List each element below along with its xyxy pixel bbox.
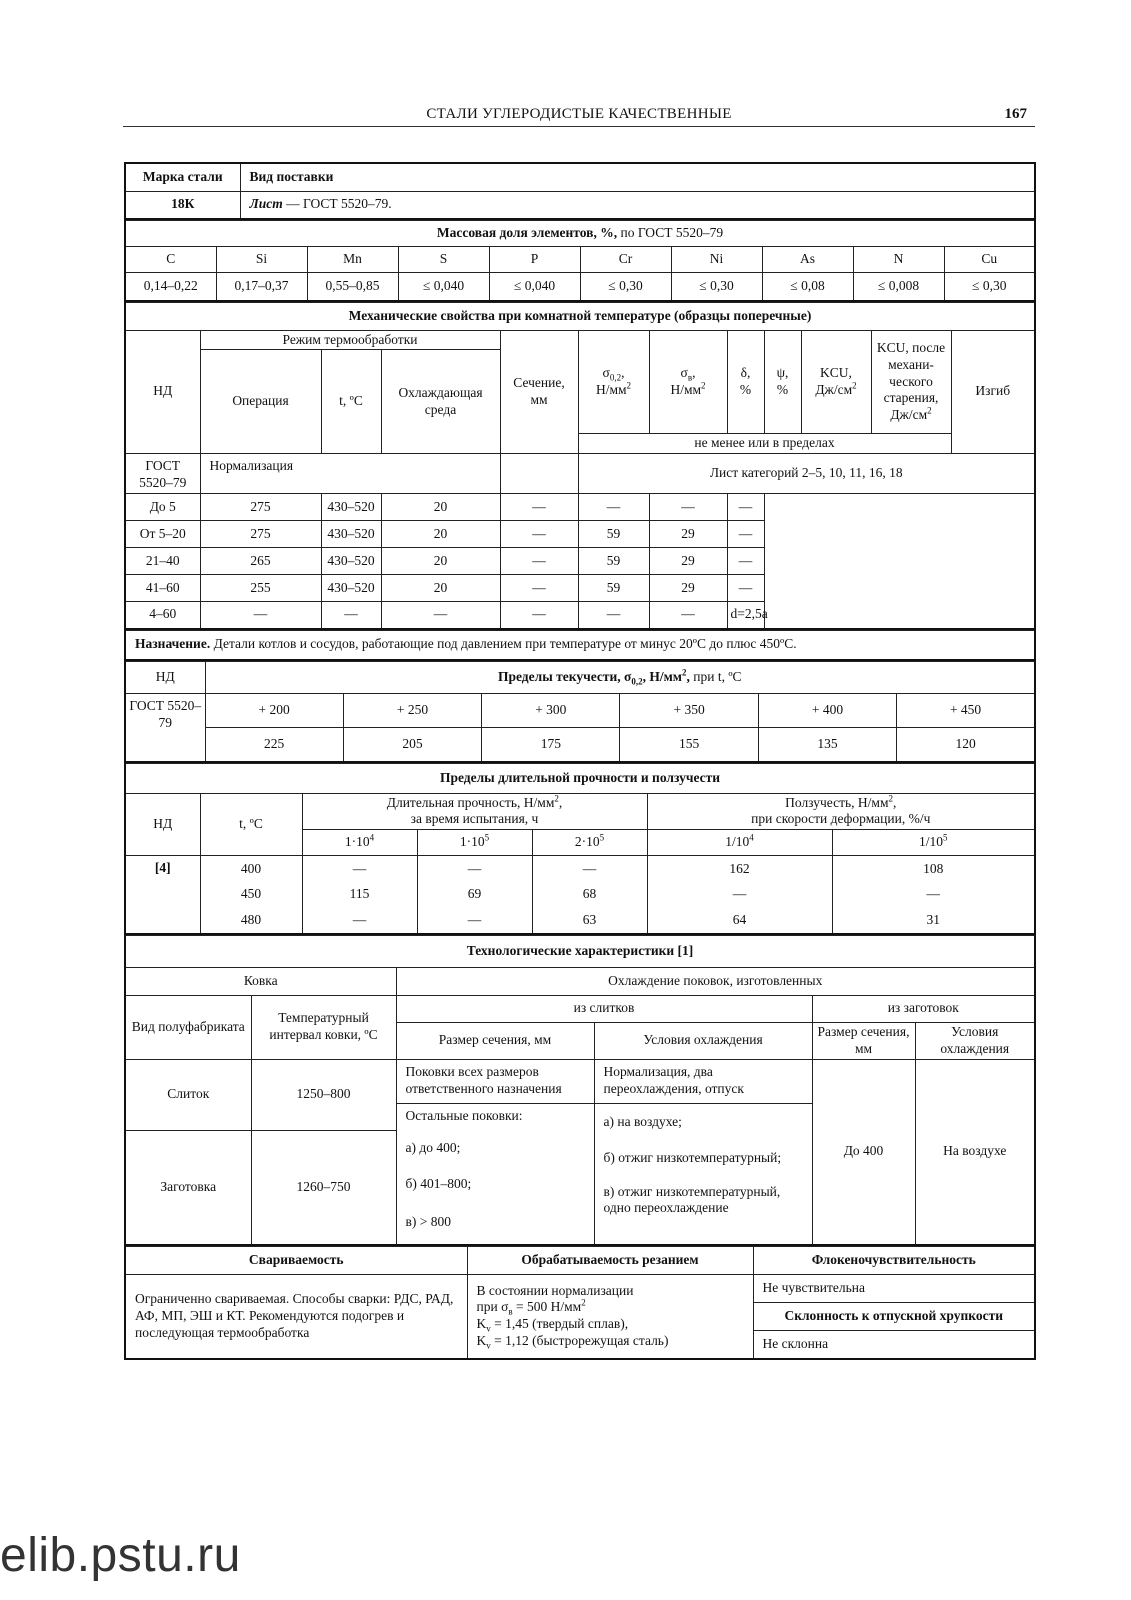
tech-cond-c: в) отжиг низкотемпературный, одно переохлаждение: [603, 1183, 781, 1216]
creep-col-exp: 5: [484, 832, 490, 843]
mech-value: —: [500, 521, 578, 548]
yield-temp: + 200: [205, 694, 343, 728]
creep-value: —: [832, 882, 1035, 908]
creep-h-creep: Ползучесть, $Н/мм^2$, при скорости деформации, %/ч: [647, 793, 1035, 830]
mech-value: 20: [381, 521, 500, 548]
creep-temp: 450: [200, 882, 302, 908]
composition-value: ≤ 0,008: [853, 273, 944, 301]
mech-value: —: [727, 548, 764, 575]
grade-value: 18К: [125, 191, 240, 219]
page-number: 167: [1004, 106, 1027, 122]
mech-value: —: [200, 602, 321, 629]
yield-value: 175: [482, 728, 620, 762]
mech-row: [125, 548, 1035, 575]
mech-section: До 5: [125, 494, 200, 521]
running-title: СТАЛИ УГЛЕРОДИСТЫЕ КАЧЕСТВЕННЫЕ: [426, 106, 732, 122]
mech-h-mode: Режим термообработки: [200, 330, 500, 350]
mech-empty: [500, 454, 578, 494]
composition-value: 0,55–0,85: [307, 273, 398, 301]
mech-sheet-cat: Лист категорий 2–5, 10, 11, 16, 18: [578, 454, 1035, 494]
composition-elements-row: [125, 247, 1035, 273]
creep-value: 63: [532, 908, 647, 934]
creep-h-nd: НД: [125, 793, 200, 856]
tech-h-cooling: Охлаждение поковок, изготовленных: [396, 967, 1035, 995]
creep-col-header: [417, 830, 532, 856]
composition-title: Массовая доля элементов, %, по ГОСТ 5520–79: [125, 221, 1035, 247]
tech-h-size: Размер сечения, мм: [396, 1022, 594, 1059]
yield-title: Пределы текучести, $\sigma_{0,2}$, $Н/мм^2$, при t, ºС: [205, 662, 1035, 694]
supply-value: Лист — ГОСТ 5520–79.: [240, 191, 1035, 219]
tech-r2-interval: 1260–750: [251, 1130, 396, 1245]
composition-element: As: [762, 247, 853, 273]
mech-value: 59: [578, 548, 649, 575]
mech-value: 20: [381, 575, 500, 602]
yield-value: 225: [205, 728, 343, 762]
mech-h-psi: ψ, %: [764, 330, 801, 434]
composition-element: Mn: [307, 247, 398, 273]
mech-nd: ГОСТ 5520–79: [125, 454, 200, 494]
creep-title: Пределы длительной прочности и ползучести: [125, 763, 1035, 793]
tech-sizes: [396, 1130, 594, 1245]
tech-size-c: в) > 800: [405, 1214, 451, 1229]
mech-value: —: [381, 602, 500, 629]
mech-value: 20: [381, 548, 500, 575]
mechanical-table: [124, 302, 1036, 630]
mach-title: Обрабатываемость резанием: [467, 1247, 753, 1275]
mech-value: 430–520: [321, 575, 381, 602]
composition-value: ≤ 0,30: [580, 273, 671, 301]
mech-rows: [125, 494, 1035, 629]
yield-value: 120: [897, 728, 1035, 762]
mech-value: 430–520: [321, 521, 381, 548]
running-header: [123, 104, 1035, 127]
composition-value: ≤ 0,30: [944, 273, 1035, 301]
steel-datasheet: [124, 162, 1036, 1360]
weld-text: Ограниченно свариваемая. Способы сварки: РДС, РАД, АФ, МП, ЭШ и КТ. Рекомендуются подогрев и последующая термообработка: [125, 1275, 467, 1359]
creep-value: —: [302, 908, 417, 934]
composition-element: Ni: [671, 247, 762, 273]
mech-value: —: [649, 494, 727, 521]
mech-row: [125, 602, 1035, 629]
composition-value: 0,14–0,22: [125, 273, 216, 301]
yield-temp: + 400: [758, 694, 896, 728]
mech-value: —: [321, 602, 381, 629]
watermark: elib.pstu.ru: [0, 1529, 241, 1582]
mech-h-bend: Изгиб: [951, 330, 1035, 454]
tech-size-b: б) 401–800;: [405, 1176, 472, 1191]
creep-col-exp: 4: [749, 832, 754, 843]
flake-title: Флокеночувствительность: [753, 1247, 1035, 1275]
tech-conds: [594, 1103, 812, 1245]
mech-value: 275: [200, 521, 321, 548]
mech-value: —: [578, 494, 649, 521]
creep-temp: 400: [200, 856, 302, 882]
tech-resp-cond: Нормализация, два переохлаждения, отпуск: [594, 1059, 812, 1103]
creep-value: —: [532, 856, 647, 882]
creep-h-t: t, ºС: [200, 793, 302, 856]
mech-h-cool: Охлаждающая среда: [381, 350, 500, 454]
tech-billet-size: До 400: [812, 1059, 915, 1245]
creep-value: —: [417, 908, 532, 934]
yield-temp: + 300: [482, 694, 620, 728]
creep-value: 64: [647, 908, 832, 934]
flake-value: Не чувствительна: [753, 1275, 1035, 1303]
creep-h-strength: Длительная прочность, $Н/мм^2$, за время испытания, ч: [302, 793, 647, 830]
yield-value: 135: [758, 728, 896, 762]
yield-h-nd: НД: [125, 662, 205, 694]
mech-title: Механические свойства при комнатной температуре (образцы поперечные): [125, 302, 1035, 330]
creep-row: [125, 908, 1035, 934]
mech-h-minmax: не менее или в пределах: [578, 434, 951, 454]
mech-h-kcu: KCU, $Дж/см^2$: [801, 330, 871, 434]
composition-element: Si: [216, 247, 307, 273]
mech-value: 430–520: [321, 494, 381, 521]
mech-section: 21–40: [125, 548, 200, 575]
yield-temp: + 450: [897, 694, 1035, 728]
bottom-table: [124, 1246, 1036, 1360]
yield-temp: + 250: [343, 694, 481, 728]
composition-table: [124, 220, 1036, 302]
temper-value: Не склонна: [753, 1331, 1035, 1359]
mech-value: 59: [578, 575, 649, 602]
mech-value: 29: [649, 548, 727, 575]
creep-row: [125, 856, 1035, 882]
creep-nd: [4]: [125, 856, 200, 934]
tech-resp-size: Поковки всех размеров ответственного назначения: [396, 1059, 594, 1103]
mech-row: [125, 575, 1035, 602]
creep-col-exp: 4: [369, 832, 375, 843]
mech-h-operation: Операция: [200, 350, 321, 454]
composition-value: ≤ 0,040: [489, 273, 580, 301]
mech-value: —: [727, 521, 764, 548]
mech-value: 430–520: [321, 548, 381, 575]
tech-size-a: а) до 400;: [405, 1140, 461, 1155]
grade-table: [124, 162, 1036, 220]
creep-col-exp: 5: [943, 832, 948, 843]
composition-value: 0,17–0,37: [216, 273, 307, 301]
composition-values-row: [125, 273, 1035, 301]
tech-other: Остальные поковки:: [396, 1103, 594, 1130]
mech-value: d=2,5a: [727, 602, 764, 629]
tech-table: [124, 935, 1036, 1246]
temper-title: Склонность к отпускной хрупкости: [753, 1303, 1035, 1331]
composition-value: ≤ 0,040: [398, 273, 489, 301]
creep-col-base: 1/10: [725, 834, 750, 850]
tech-title: Технологические характеристики [1]: [125, 935, 1035, 967]
tech-h-forging: Ковка: [125, 967, 396, 995]
mech-value: —: [500, 494, 578, 521]
creep-col-exp: 5: [599, 832, 605, 843]
composition-value: ≤ 0,30: [671, 273, 762, 301]
yield-nd: ГОСТ 5520–79: [125, 694, 205, 762]
mech-section: 41–60: [125, 575, 200, 602]
mech-h-delta: δ, %: [727, 330, 764, 434]
mech-h-temp: t, ºС: [321, 350, 381, 454]
yield-temps-row: [125, 694, 1035, 728]
composition-element: C: [125, 247, 216, 273]
mech-value: 29: [649, 521, 727, 548]
creep-col-header: [832, 830, 1035, 856]
creep-col-base: 2·10: [574, 834, 600, 850]
creep-col-base: 1·10: [344, 834, 370, 850]
yield-value: 205: [343, 728, 481, 762]
mech-value: 255: [200, 575, 321, 602]
supply-label: Вид поставки: [240, 163, 1035, 191]
creep-value: 162: [647, 856, 832, 882]
mech-h-sv: $\sigma_в$, $Н/мм^2$: [649, 330, 727, 434]
composition-element: S: [398, 247, 489, 273]
mech-section: От 5–20: [125, 521, 200, 548]
composition-element: N: [853, 247, 944, 273]
creep-col-base: 1/10: [918, 834, 943, 850]
mech-value: —: [727, 575, 764, 602]
creep-value: 108: [832, 856, 1035, 882]
creep-value: —: [647, 882, 832, 908]
tech-h-cond2: Условия охлаждения: [915, 1022, 1035, 1059]
yield-values-row: [125, 728, 1035, 762]
creep-col-base: 1·10: [459, 834, 485, 850]
mech-value: —: [500, 575, 578, 602]
tech-h-cond: Условия охлаждения: [594, 1022, 812, 1059]
creep-value: 31: [832, 908, 1035, 934]
mech-value: —: [649, 602, 727, 629]
purpose-text: Назначение. Детали котлов и сосудов, работающие под давлением при температуре от минус 20ºС до плюс 450ºС.: [125, 630, 1035, 660]
creep-value: —: [302, 856, 417, 882]
tech-r2-semi: Заготовка: [125, 1130, 251, 1245]
tech-cond-a: а) на воздухе;: [603, 1113, 682, 1129]
tech-h-size2: Размер сечения, мм: [812, 1022, 915, 1059]
mech-value: 275: [200, 494, 321, 521]
yield-value: 155: [620, 728, 758, 762]
tech-billet-cond: На воздухе: [915, 1059, 1035, 1245]
tech-h-semi: Вид полуфабриката: [125, 995, 251, 1059]
mech-row: [125, 521, 1035, 548]
mech-h-section: Сечение, мм: [500, 330, 578, 454]
creep-value: —: [417, 856, 532, 882]
mech-section: 4–60: [125, 602, 200, 629]
grade-label: Марка стали: [125, 163, 240, 191]
mach-text: В состоянии нормализации при $\sigma_в = 500$ $Н/мм^2$ $K_v = 1,45$ (твердый сплав), $K_v = 1,12$ (быстрорежущая сталь): [467, 1275, 753, 1359]
tech-r1-semi: Слиток: [125, 1059, 251, 1130]
tech-cond-b: б) отжиг низкотемпературный;: [603, 1149, 782, 1165]
mech-value: —: [500, 548, 578, 575]
creep-table: [124, 763, 1036, 935]
mech-value: 29: [649, 575, 727, 602]
tech-r1-interval: 1250–800: [251, 1059, 396, 1130]
yield-temp: + 350: [620, 694, 758, 728]
creep-row: [125, 882, 1035, 908]
mech-value: 265: [200, 548, 321, 575]
mech-value: —: [578, 602, 649, 629]
creep-value: 69: [417, 882, 532, 908]
creep-value: 115: [302, 882, 417, 908]
mech-operation: Нормализация: [200, 454, 500, 494]
mech-h-kcu-aged: KCU, после механи-ческого старения, $Дж/см^2$: [871, 330, 951, 434]
creep-col-header: [647, 830, 832, 856]
creep-col-header: [302, 830, 417, 856]
composition-value: ≤ 0,08: [762, 273, 853, 301]
mech-h-nd: НД: [125, 330, 200, 454]
creep-value: 68: [532, 882, 647, 908]
purpose-table: [124, 630, 1036, 662]
composition-element: Cr: [580, 247, 671, 273]
mech-row: [125, 494, 1035, 521]
mech-h-s02: $\sigma_{0,2}$, $Н/мм^2$: [578, 330, 649, 434]
tech-h-ingots: из слитков: [396, 995, 812, 1022]
mech-value: 59: [578, 521, 649, 548]
creep-temp: 480: [200, 908, 302, 934]
weld-title: Свариваемость: [125, 1247, 467, 1275]
tech-h-interval: Температурный интервал ковки, ºС: [251, 995, 396, 1059]
mech-value: —: [500, 602, 578, 629]
composition-element: P: [489, 247, 580, 273]
creep-col-header: [532, 830, 647, 856]
creep-rows: [125, 856, 1035, 934]
tech-h-billets: из заготовок: [812, 995, 1035, 1022]
composition-element: Cu: [944, 247, 1035, 273]
mech-value: 20: [381, 494, 500, 521]
yield-table: [124, 661, 1036, 763]
mech-value: —: [727, 494, 764, 521]
